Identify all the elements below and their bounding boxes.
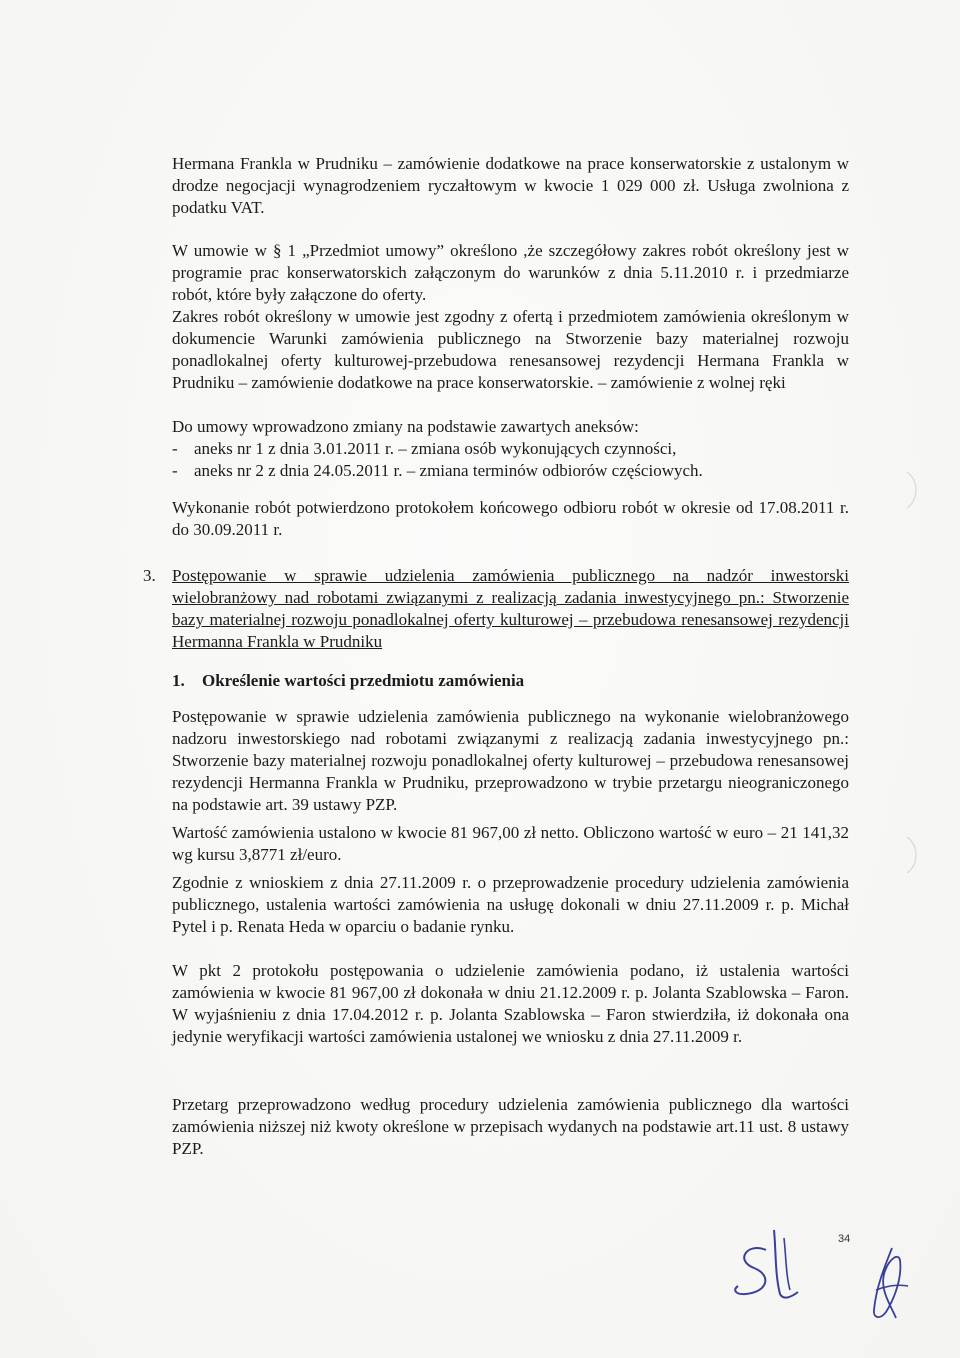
text-block: W pkt 2 protokołu postępowania o udzielenie zamówienia podano, iż ustalenia wartości zamówienia w kwocie 81 967,00 zł dokonała w dniu 21.12.2009 r. p. Jolanta Szablowska – Faron. W wyjaśnieniu z dnia 17.04.2012 r. p. Jolanta Szablowska – Faron stwierdziła, iż dokonała ona jedynie weryfikacji wartości zamówienia ustalonej we wniosku z dnia 27.11.2009 r.: [172, 961, 849, 1046]
paragraph-procedure: [172, 706, 849, 816]
list-dash: -: [172, 439, 178, 458]
paragraph-protocol: [172, 960, 849, 1048]
scan-edge-mark: [905, 470, 925, 510]
subsection-1-title: Określenie wartości przedmiotu zamówienia: [202, 671, 525, 690]
scan-edge-mark: [905, 835, 925, 875]
signature-initials-2: [862, 1240, 917, 1325]
paragraph-contract-scope: [172, 240, 849, 306]
text-block: Przetarg przeprowadzono według procedury udzielenia zamówienia publicznego dla wartości zamówienia niższej niż kwoty określone w przepisach wydanych na podstawie art.11 ust. 8 ustawy PZP.: [172, 1095, 849, 1158]
subsection-1-number: 1.: [172, 671, 185, 690]
paragraph-annexes: [172, 416, 849, 482]
text-block: W umowie w § 1 „Przedmiot umowy” określono ,że szczegółowy zakres robót określony jest w programie prac konserwatorskich załączonym do warunków z dnia 5.11.2010 r. i przedmiarze robót, które były załączone do oferty.: [172, 241, 849, 304]
section-3-heading: [172, 565, 849, 653]
annex-1-text: aneks nr 1 z dnia 3.01.2011 r. – zmiana osób wykonujących czynności,: [194, 439, 677, 458]
text-block: Zakres robót określony w umowie jest zgodny z ofertą i przedmiotem zamówienia określonym w dokumencie Warunki zamówienia publicznego na Stworzenie bazy materialnej rozwoju ponadlokalnej oferty kulturowej-przebudowa renesansowej rezydencji Hermana Frankla w Prudniku – zamówienie dodatkowe na prace konserwatorskie. – zamówienie z wolnej ręki: [172, 307, 849, 392]
text-block: Zgodnie z wnioskiem z dnia 27.11.2009 r. o przeprowadzenie procedury udzielenia zamówienia publicznego, ustalenia wartości zamówienia na usługę dokonali w dniu 27.11.2009 r. p. Michał Pytel i p. Renata Heda w oparciu o badanie rynku.: [172, 873, 849, 936]
list-dash: -: [172, 461, 178, 480]
signature-initials-1: [728, 1220, 818, 1305]
paragraph-acceptance: [172, 497, 849, 541]
text-block: Hermana Frankla w Prudniku – zamówienie dodatkowe na prace konserwatorskie z ustalonym w drodze negocjacji wynagrodzeniem ryczałtowym w kwocie 1 029 000 zł. Usługa zwolniona z podatku VAT.: [172, 154, 849, 217]
paragraph-offer-compliance: [172, 306, 849, 394]
text-block: Postępowanie w sprawie udzielenia zamówienia publicznego na wykonanie wielobranżowego nadzoru inwestorskiego nad robotami związanymi z realizacją zadania inwestycyjnego pn.: Stworzenie bazy materialnej rozwoju ponadlokalnej oferty kulturowej – przebudowa renesansowej rezydencji Hermanna Frankla w Prudniku, przeprowadzono w trybie przetargu nieograniczonego na podstawie art. 39 ustawy PZP.: [172, 707, 849, 814]
paragraph-intro: [172, 153, 849, 219]
paragraph-tender: [172, 1094, 849, 1160]
paragraph-request: [172, 872, 849, 938]
paragraph-value: [172, 822, 849, 866]
list-item: [172, 460, 849, 482]
text-block: Do umowy wprowadzono zmiany na podstawie zawartych aneksów:: [172, 417, 639, 436]
section-3-title: Postępowanie w sprawie udzielenia zamówienia publicznego na nadzór inwestorski wielobranżowy nad robotami związanymi z realizacją zadania inwestycyjnego pn.: Stworzenie bazy materialnej rozwoju ponadlokalnej oferty kulturowej – przebudowa renesansowej rezydencji Hermanna Frankla w Prudniku: [172, 566, 849, 651]
annex-2-text: aneks nr 2 z dnia 24.05.2011 r. – zmiana terminów odbiorów częściowych.: [194, 461, 703, 480]
page-number: 34: [838, 1233, 851, 1245]
text-block: Wykonanie robót potwierdzono protokołem końcowego odbioru robót w okresie od 17.08.2011 r. do 30.09.2011 r.: [172, 498, 849, 539]
text-block: Wartość zamówienia ustalono w kwocie 81 967,00 zł netto. Obliczono wartość w euro – 21 141,32 wg kursu 3,8771 zł/euro.: [172, 823, 849, 864]
subsection-1-heading: [172, 670, 524, 692]
list-item: [172, 438, 849, 460]
section-3-number: 3.: [143, 566, 156, 585]
